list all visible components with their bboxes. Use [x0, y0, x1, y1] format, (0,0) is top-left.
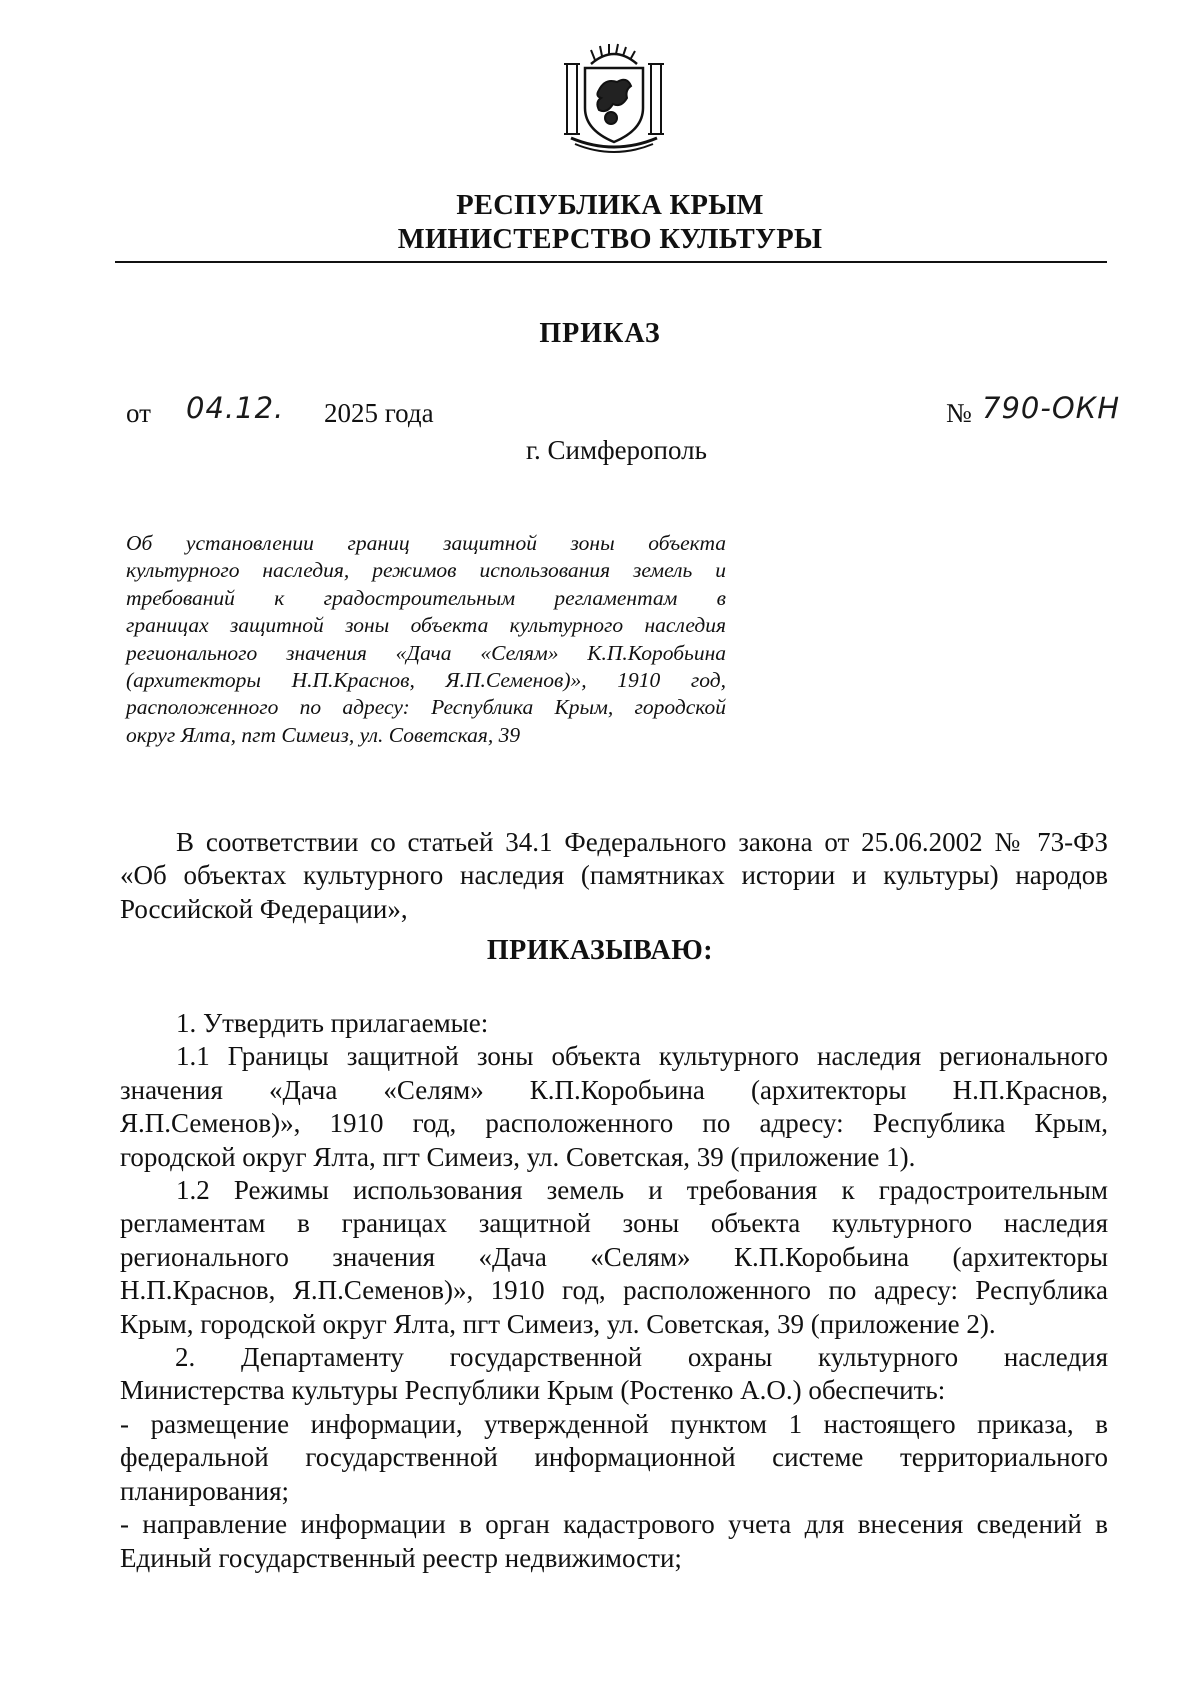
item-line: Единый государственный реестр недвижимости;: [120, 1542, 682, 1573]
subject-line: требований к градостроительным регламентам в: [126, 585, 726, 610]
preamble-line: «Об объектах культурного наследия (памятниках истории и культуры) народов: [120, 860, 1108, 891]
item-line: федеральной государственной информационной системе территориального: [120, 1442, 1108, 1473]
document-type-title: ПРИКАЗ: [539, 318, 661, 349]
item-line: 1.2 Режимы использования земель и требования к градостроительным: [176, 1175, 1108, 1206]
item-line: Министерства культуры Республики Крым (Ростенко А.О.) обеспечить:: [120, 1375, 946, 1406]
number-label: №: [946, 398, 972, 428]
subject-line: (архитекторы Н.П.Краснов, Я.П.Семенов)», 1910 год,: [126, 668, 726, 693]
header-republic: РЕСПУБЛИКА КРЫМ: [456, 190, 764, 221]
item-line: регламентам в границах защитной зоны объекта культурного наследия: [120, 1208, 1108, 1239]
city: г. Симферополь: [526, 435, 707, 465]
date-year: 2025 года: [324, 398, 434, 428]
header-ministry: МИНИСТЕРСТВО КУЛЬТУРЫ: [397, 224, 823, 255]
subject-line: расположенного по адресу: Республика Крым, городской: [126, 695, 726, 720]
crimea-coat-of-arms-icon: [555, 38, 673, 156]
order-subject: [126, 530, 726, 749]
handwritten-date: 04.12.: [186, 391, 285, 425]
item-line: 1.1 Границы защитной зоны объекта культурного наследия регионального: [176, 1041, 1108, 1072]
preamble-line: Российской Федерации»,: [120, 893, 408, 924]
item-line: городской округ Ялта, пгт Симеиз, ул. Советская, 39 (приложение 1).: [120, 1141, 916, 1172]
item-line: Я.П.Семенов)», 1910 год, расположенного по адресу: Республика Крым,: [120, 1108, 1108, 1139]
date-prefix: от: [126, 398, 151, 428]
order-items: [120, 1007, 1108, 1575]
header-divider: [115, 261, 1107, 263]
item-line: Н.П.Краснов, Я.П.Семенов)», 1910 год, расположенного по адресу: Республика: [120, 1275, 1108, 1306]
preamble: [120, 826, 1108, 926]
item-line: планирования;: [120, 1475, 290, 1506]
order-word: ПРИКАЗЫВАЮ:: [486, 935, 714, 966]
handwritten-number: 790-ОКН: [982, 391, 1121, 425]
preamble-line: В соответствии со статьей 34.1 Федерального закона от 25.06.2002 № 73-ФЗ: [176, 827, 1108, 857]
subject-line: границах защитной зоны объекта культурного наследия: [126, 613, 726, 638]
subject-line: Об установлении границ защитной зоны объекта: [126, 531, 726, 555]
item-line: 2. Департаменту государственной охраны культурного наследия: [175, 1342, 1108, 1373]
item-line: - направление информации в орган кадастрового учета для внесения сведений в: [120, 1509, 1108, 1540]
item-line: - размещение информации, утвержденной пунктом 1 настоящего приказа, в: [120, 1408, 1108, 1439]
subject-line: округ Ялта, пгт Симеиз, ул. Советская, 39: [126, 722, 521, 747]
item-line: Крым, городской округ Ялта, пгт Симеиз, ул. Советская, 39 (приложение 2).: [120, 1308, 996, 1339]
subject-line: культурного наследия, режимов использования земель и: [126, 558, 726, 583]
subject-line: регионального значения «Дача «Селям» К.П.Коробьина: [126, 640, 726, 665]
item-line: значения «Дача «Селям» К.П.Коробьина (архитекторы Н.П.Краснов,: [120, 1074, 1108, 1105]
item-line: регионального значения «Дача «Селям» К.П.Коробьина (архитекторы: [120, 1241, 1108, 1272]
item-line: 1. Утвердить прилагаемые:: [176, 1008, 489, 1038]
